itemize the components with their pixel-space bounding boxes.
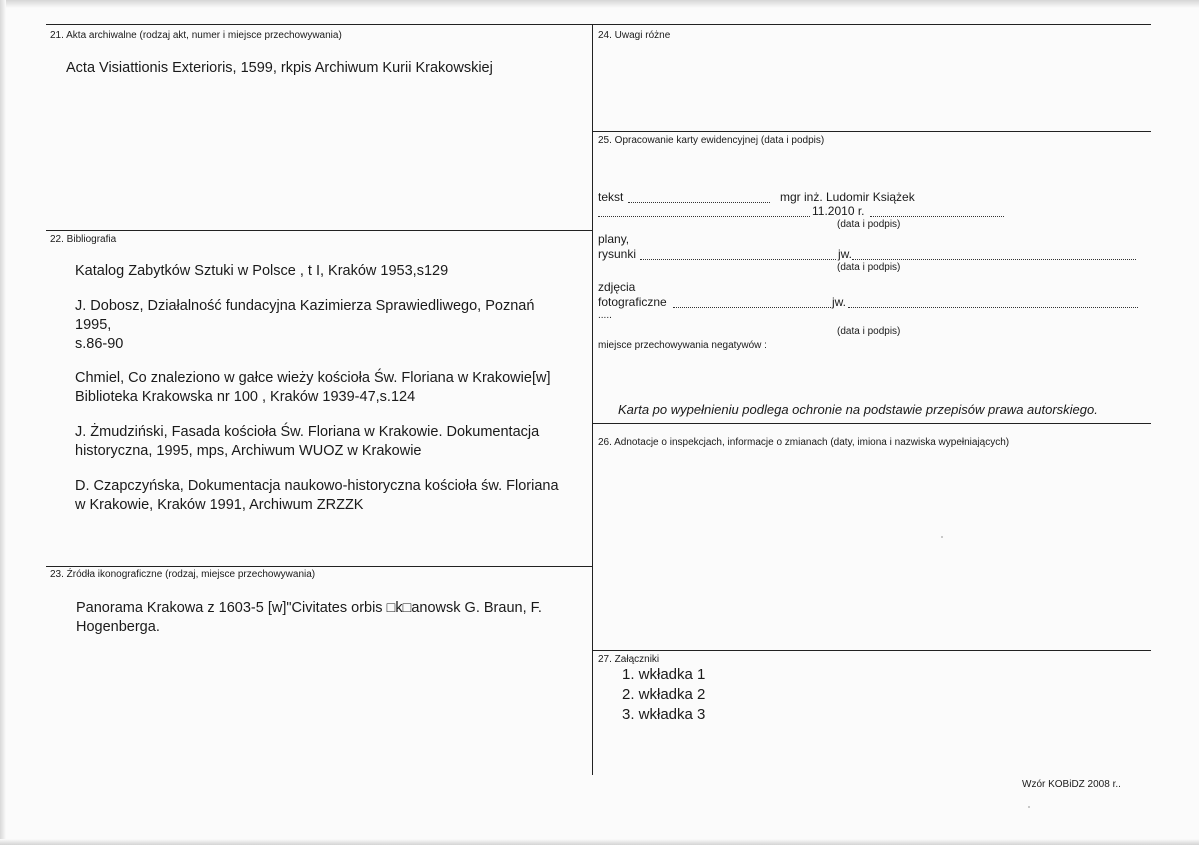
attachments-list: [622, 665, 705, 725]
rysunki-signature-label: (data i podpis): [837, 262, 901, 273]
rule-25: [592, 131, 1151, 132]
tekst-dotted-line: [628, 202, 770, 203]
bibliography-entry: Chmiel, Co znaleziono w gałce wieży kościoła Św. Floriana w Krakowie[w] Biblioteka Krakowska nr 100 , Kraków 1939-47,s.124: [75, 370, 551, 405]
date-dotted-line-right: [870, 216, 1004, 217]
page-shadow-left: [0, 0, 6, 845]
foto-dotted-line-right: [848, 307, 1138, 308]
foto-dotted-line-left: [673, 307, 831, 308]
rule-26: [592, 423, 1151, 424]
bibliography-entry: J. Żmudziński, Fasada kościoła Św. Floriana w Krakowie. Dokumentacja historyczna, 1995, mps, Archiwum WUOZ w Krakowie: [75, 424, 540, 459]
form-template-label: Wzór KOBiDZ 2008 r..: [1022, 779, 1121, 790]
rule-23: [46, 566, 592, 567]
fotograficzne-label: fotograficzne: [598, 295, 667, 309]
list-item: 1. wkładka 1: [622, 666, 706, 683]
page-shadow-bottom: [0, 839, 1199, 845]
page-shadow-top: [0, 0, 1199, 8]
section-23-label: 23. Źródła ikonograficzne (rodzaj, miejsce przechowywania): [50, 569, 316, 580]
date-signature-label: (data i podpis): [837, 219, 901, 230]
plany-label: plany,: [598, 232, 630, 246]
scan-speck: [941, 536, 943, 538]
rysunki-dotted-line-left: [640, 259, 836, 260]
foto-signature-label: (data i podpis): [837, 326, 901, 337]
rysunki-jw: jw.: [838, 247, 853, 261]
center-divider: [592, 24, 593, 775]
section-22-label: 22. Bibliografia: [50, 234, 117, 245]
rysunki-dotted-line-right: [852, 259, 1136, 260]
section-25-label: 25. Opracowanie karty ewidencyjnej (data i podpis): [598, 135, 825, 146]
zdjecia-label: zdjęcia: [598, 280, 636, 294]
section-21-label: 21. Akta archiwalne (rodzaj akt, numer i miejsce przechowywania): [50, 30, 342, 41]
section-27-label: 27. Załączniki: [598, 654, 660, 665]
bibliography-entry: D. Czapczyńska, Dokumentacja naukowo-historyczna kościoła św. Floriana w Krakowie, Kraków 1991, Archiwum ZRZZK: [75, 478, 559, 513]
section-24-label: 24. Uwagi różne: [598, 30, 671, 41]
foto-dots-short: .....: [598, 310, 612, 321]
rule-22: [46, 230, 592, 231]
foto-jw: jw.: [832, 295, 847, 309]
rysunki-label: rysunki: [598, 247, 637, 261]
section-23-content: Panorama Krakowa z 1603-5 [w]"Civitates orbis □k□anowsk G. Braun, F. Hogenberga.: [76, 600, 542, 635]
copyright-notice: Karta po wypełnieniu podlega ochronie na podstawie przepisów prawa autorskiego.: [618, 402, 1098, 417]
section-21-content: Acta Visiattionis Exterioris, 1599, rkpis Archiwum Kurii Krakowskiej: [66, 60, 493, 76]
rule-top: [46, 24, 1151, 25]
bibliography-entry: J. Dobosz, Działalność fundacyjna Kazimierza Sprawiedliwego, Poznań 1995, s.86-90: [75, 298, 535, 352]
negatives-location-label: miejsce przechowywania negatywów :: [598, 340, 767, 351]
list-item: 3. wkładka 3: [622, 706, 706, 723]
date-dotted-line-left: [598, 216, 810, 217]
rule-27: [592, 650, 1151, 651]
tekst-author: mgr inż. Ludomir Książek: [780, 190, 915, 204]
tekst-label: tekst: [598, 190, 624, 204]
list-item: 2. wkładka 2: [622, 686, 706, 703]
bibliography-entry: Katalog Zabytków Sztuki w Polsce , t I, Kraków 1953,s129: [75, 263, 449, 279]
section-26-label: 26. Adnotacje o inspekcjach, informacje o zmianach (daty, imiona i nazwiska wypełniających): [598, 437, 1010, 448]
scan-speck: [1028, 806, 1030, 808]
tekst-date: 11.2010 r.: [812, 204, 865, 218]
